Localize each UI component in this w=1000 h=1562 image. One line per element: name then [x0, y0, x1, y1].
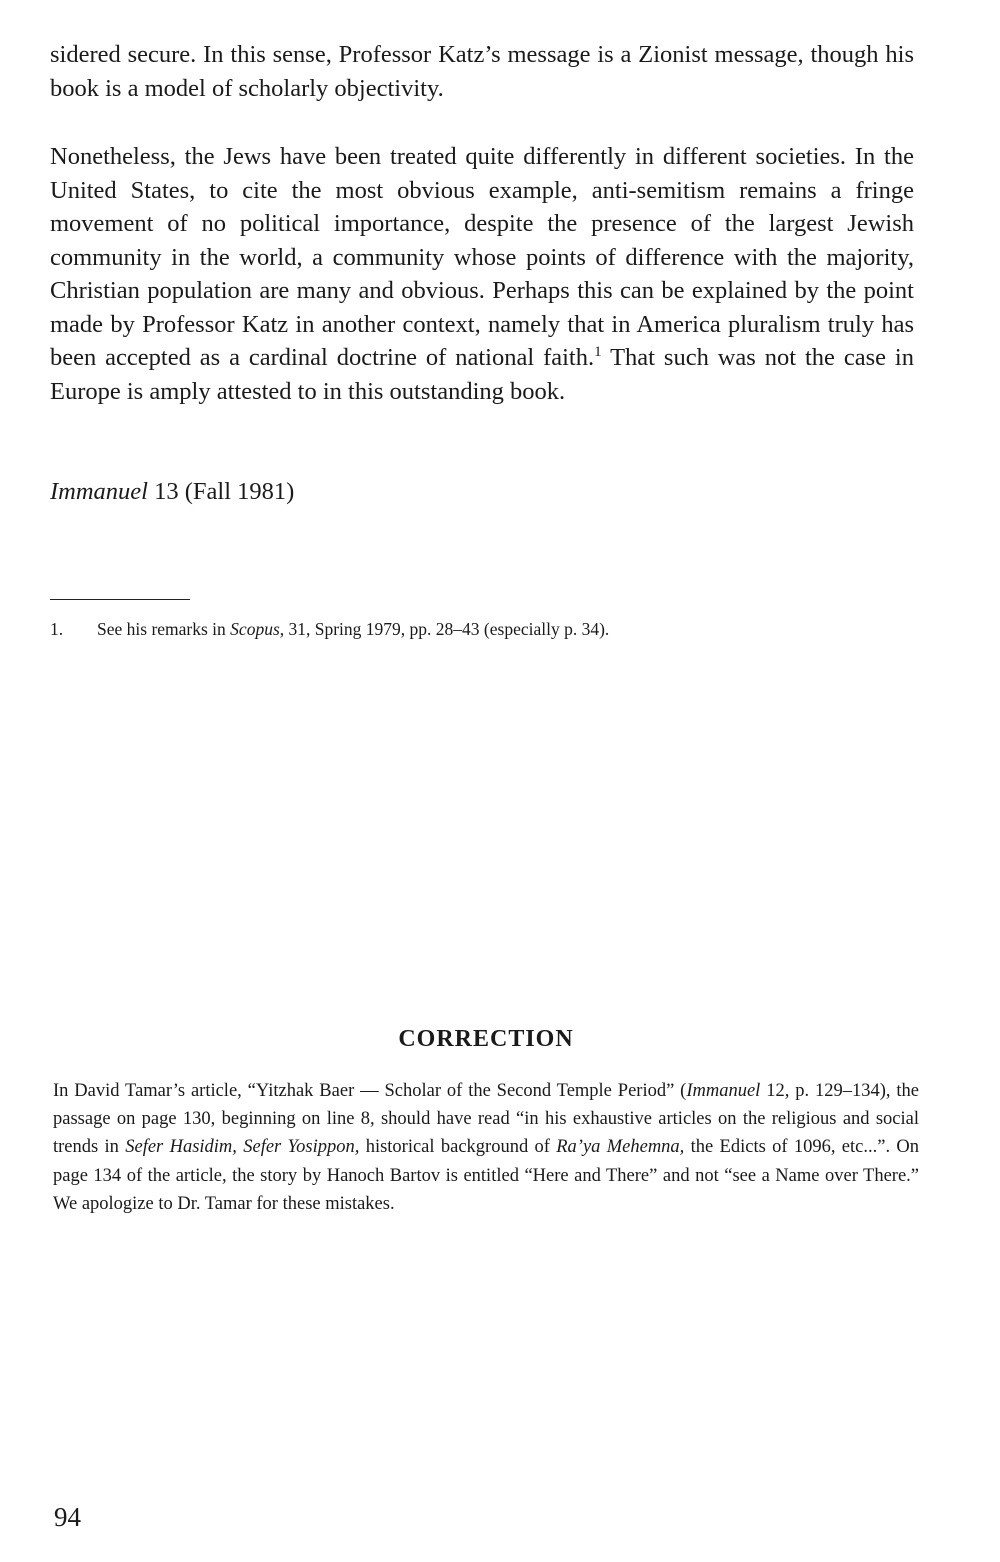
paragraph-2-text: Nonetheless, the Jews have been treated quite differently in different societies. In the United States, to cite the most obvious example, anti-semitism remains a fringe movement of no political importance, despite the presence of the largest Jewish community in the world, a community whose points of difference with the majority, Christian population are many and obvious. Perhaps this can be explained by the point made by Professor Katz in another context, namely that in America pluralism truly has been accepted as a cardinal doctrine of national faith.: [50, 143, 914, 371]
footnote-text: See his remarks in: [97, 619, 231, 639]
body-column: [50, 38, 914, 105]
paragraph-1: sidered secure. In this sense, Professor Katz’s message is a Zionist message, though his book is a model of scholarly objectivity.: [50, 41, 914, 102]
page-number: 94: [54, 1502, 81, 1532]
correction-text-4: the Edicts of 1096, etc...”. On page 134 of the article, the story by Hanoch Bartov is entitled “Here and There” and not “see a Name over There.” We apologize to Dr. Tamar for these mistakes.: [53, 1137, 919, 1214]
correction-italic-1: Immanuel: [686, 1081, 761, 1101]
source-issue: 13 (Fall 1981): [154, 478, 295, 505]
correction-text-1: In David Tamar’s article, “Yitzhak Baer — Scholar of the Second Temple Period” (: [53, 1081, 687, 1101]
correction-italic-2: Sefer Hasidim, Sefer Yosippon,: [125, 1137, 360, 1158]
footnote-journal: Scopus: [230, 619, 280, 639]
footnote-reference[interactable]: 1: [594, 344, 602, 360]
correction-text-3: historical background of: [359, 1137, 557, 1158]
paragraph-2-text-end: That such was not the case in Europe is amply attested to in this outstanding book.: [50, 344, 914, 405]
body-column-2: [50, 140, 914, 408]
footnote: [50, 616, 930, 642]
footnote-number: 1.: [50, 619, 64, 639]
correction-italic-3: Ra’ya Mehemna,: [556, 1137, 685, 1158]
correction-body: [53, 1077, 919, 1218]
paragraph-2: [50, 140, 914, 408]
footnote-text-end: , 31, Spring 1979, pp. 28–43 (especially p. 34).: [279, 619, 610, 639]
source-journal: Immanuel: [50, 478, 148, 505]
correction-heading: CORRECTION: [398, 1026, 574, 1052]
source-citation: [50, 475, 294, 508]
footnote-divider: [50, 599, 190, 600]
correction-text-2: 12, p. 129–134), the passage on page 130, beginning on line 8, should have read “in his exhaustive articles on the religious and social trends in: [53, 1081, 920, 1158]
